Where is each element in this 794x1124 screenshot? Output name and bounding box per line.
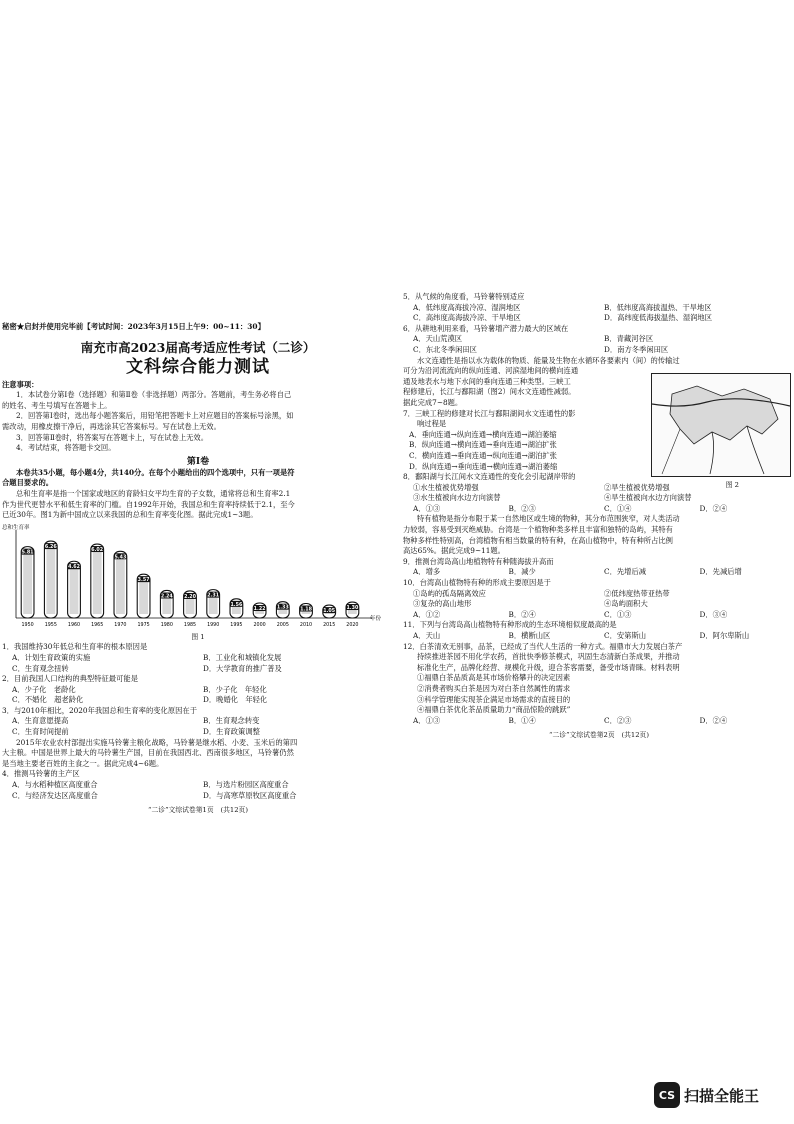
passage-line: 作为世代更替水平和低生育率的门槛。自1992年开始，我国总和生育率持续低于2.1，至今 bbox=[2, 499, 295, 509]
passage-line: 是当地主要老百姓的主食之一。据此完成4~6题。 bbox=[2, 758, 164, 768]
passage-line: 可分为沿河流流向的纵向连通、河滨湿地间的横向连通 bbox=[403, 366, 579, 376]
x-tick-label: 1960 bbox=[67, 622, 81, 628]
question-1: 1．我国维持30年低总和生育率的根本原因是 bbox=[2, 642, 148, 652]
option: D．南方冬季闲田区 bbox=[604, 344, 669, 354]
options-row bbox=[2, 685, 394, 696]
chart-bar-fill bbox=[23, 552, 32, 613]
x-tick-label: 2005 bbox=[276, 622, 289, 628]
statement: ①福鼎白茶品质高是其市场价格攀升的决定因素 bbox=[417, 673, 571, 683]
page-footer: “二诊”文综试卷第2页 (共12页) bbox=[549, 731, 649, 740]
question-11: 11．下列与台湾岛高山植物特有种形成的生态环境相似度最高的是 bbox=[403, 620, 617, 630]
options-row bbox=[2, 727, 394, 738]
value-label: 4.62 bbox=[68, 564, 80, 570]
options-row bbox=[2, 664, 394, 675]
x-tick-label: 1965 bbox=[91, 622, 104, 628]
option: A．①③ bbox=[413, 715, 441, 725]
question-7: 7．三峡工程的修建对长江与鄱阳湖间水文连通性的影 bbox=[403, 408, 576, 418]
value-label: 2.20 bbox=[184, 594, 196, 600]
passage-line: 已近30年。图1为新中国成立以来我国的总和生育率变化图。据此完成1~3题。 bbox=[2, 510, 258, 520]
options-row bbox=[2, 791, 394, 802]
option: A．①② bbox=[413, 609, 441, 619]
option: D．纵向连通→垂向连通→横向连通→湖泊萎缩 bbox=[409, 461, 558, 471]
x-tick-label: 1955 bbox=[44, 622, 57, 628]
option: A．生育意愿提高 bbox=[12, 716, 69, 726]
option: D．阿尔卑斯山 bbox=[699, 631, 750, 640]
option: C．先增后减 bbox=[604, 567, 647, 577]
map-lake-shape bbox=[670, 386, 778, 444]
fertility-bar-chart bbox=[2, 524, 382, 630]
option: C．生育观念扭转 bbox=[12, 663, 69, 673]
options-row bbox=[403, 504, 794, 515]
passage-line: 物种多样性特别高，台湾植物有相当数量的特有种，在高山植物中，特有种所占比例 bbox=[403, 535, 673, 545]
x-tick-label: 1985 bbox=[183, 622, 197, 628]
chart-bar-fill bbox=[139, 580, 148, 614]
exam-page-2 bbox=[403, 292, 794, 850]
options-row bbox=[2, 780, 394, 791]
option: A．垂向连通→纵向连通→横向连通→湖泊萎缩 bbox=[409, 429, 557, 439]
map-river bbox=[662, 429, 680, 474]
option: B．与选片粉园区高度重合 bbox=[203, 780, 289, 790]
option: D．生育政策调整 bbox=[203, 727, 260, 737]
statements-row bbox=[403, 589, 794, 600]
value-label: 1.33 bbox=[276, 605, 289, 611]
option: C．高纬度高海拔冷凉、干旱地区 bbox=[413, 313, 521, 323]
option: C．东北冬季闲田区 bbox=[413, 344, 477, 354]
option: C．不婚化 超老龄化 bbox=[12, 695, 84, 705]
value-label: 6.02 bbox=[91, 547, 104, 553]
map-caption: 图 2 bbox=[725, 481, 739, 489]
map-river bbox=[710, 432, 714, 474]
note-line: 需改动，用橡皮擦干净后，再选涂其它答案标号。写在试卷上无效。 bbox=[2, 421, 221, 431]
statement: ②低纬度热带亚热带 bbox=[604, 588, 670, 598]
note-line: 3．回答第Ⅱ卷时，将答案写在答题卡上，写在试卷上无效。 bbox=[16, 432, 209, 442]
value-label: 1.30 bbox=[346, 605, 359, 611]
option: A．天山 bbox=[413, 631, 441, 640]
option: B．少子化 年轻化 bbox=[203, 684, 267, 694]
passage-line: 通及地表水与地下水间的垂向连通三种类型。三峡工 bbox=[403, 376, 571, 386]
notes-heading: 注意事项： bbox=[2, 379, 39, 389]
statement: ②消费者购买白茶是因为对白茶自然属性的需求 bbox=[417, 683, 571, 693]
statement: ③水生植被向水边方向演替 bbox=[413, 493, 501, 503]
option: B．横断山区 bbox=[508, 631, 551, 640]
statements-row bbox=[403, 493, 794, 504]
options-row bbox=[403, 716, 794, 727]
option: D．先减后增 bbox=[699, 567, 742, 577]
statements-row bbox=[403, 599, 794, 610]
option: D．高纬度低海拔温热、湿润地区 bbox=[604, 313, 713, 323]
option: B．①④ bbox=[508, 715, 536, 725]
x-tick-label: 1975 bbox=[137, 622, 150, 628]
note-line: 1．本试卷分第Ⅰ卷（选择题）和第Ⅱ卷（非选择题）两部分。答题前，考生务必将自己 bbox=[16, 390, 292, 400]
exam-page-1 bbox=[2, 292, 394, 850]
figure-caption: 图 1 bbox=[191, 632, 205, 641]
part-title: 第Ⅰ卷 bbox=[186, 456, 210, 467]
option: A．天山荒漠区 bbox=[413, 334, 463, 344]
statement: ④福鼎白茶优化茶品质量助力“商品惊险的跳跃” bbox=[417, 705, 571, 715]
option: D．③④ bbox=[699, 609, 728, 619]
option: D．与高寒草原牧区高度重合 bbox=[203, 790, 297, 800]
x-tick-label: 2020 bbox=[346, 622, 359, 628]
option: B．低纬度高海拔温热、干旱地区 bbox=[604, 302, 712, 312]
note-line: 4．考试结束，将答题卡交回。 bbox=[16, 443, 116, 453]
statement: ②旱生植被优势增强 bbox=[604, 482, 670, 492]
chart-bar-fill bbox=[116, 557, 125, 614]
y-axis-label: 总和生育率 bbox=[2, 524, 30, 531]
option: B．生育观念转变 bbox=[203, 716, 260, 726]
options-row bbox=[403, 345, 794, 356]
option: C．①③ bbox=[604, 609, 632, 619]
exam-subject-title: 文科综合能力测试 bbox=[126, 356, 270, 377]
value-label: 2.24 bbox=[160, 594, 173, 600]
options-row bbox=[403, 610, 794, 621]
value-label: 3.57 bbox=[137, 577, 150, 583]
options-row bbox=[2, 716, 394, 727]
question-9: 9．推测台湾岛高山地植物特有种随海拔升高而 bbox=[403, 556, 554, 566]
value-label: 5.81 bbox=[21, 550, 34, 556]
cs-logo-icon: CS bbox=[654, 1082, 680, 1108]
option: D．晚婚化 年轻化 bbox=[203, 695, 268, 705]
x-axis-label: 年份 bbox=[370, 615, 382, 622]
option: D．②④ bbox=[699, 503, 728, 513]
chart-bar-fill bbox=[46, 547, 55, 614]
question-3: 3．与2010年相比，2020年我国总和生育率的变化原因在于 bbox=[2, 705, 198, 715]
x-tick-label: 2000 bbox=[253, 622, 266, 628]
statement: ①岛屿的孤岛隔离效应 bbox=[413, 588, 486, 598]
scanner-app-logo bbox=[654, 1082, 759, 1108]
option: C．横向连通→垂向连通→纵向连通→湖泊扩张 bbox=[409, 450, 557, 460]
value-label: 2.31 bbox=[207, 593, 220, 599]
options-row bbox=[403, 303, 794, 314]
x-tick-label: 1980 bbox=[160, 622, 173, 628]
passage-line: 大主粮。中国是世界上最大的马铃薯生产国，目前在我国西北、西南很多地区，马铃薯仍然 bbox=[2, 748, 294, 758]
passage-line: 据此完成7~8题。 bbox=[403, 397, 463, 407]
poyang-lake-map bbox=[651, 373, 791, 477]
page-footer: “二诊”文综试卷第1页 (共12页) bbox=[148, 806, 248, 815]
option: A．增多 bbox=[413, 567, 441, 577]
option: C．②③ bbox=[604, 715, 632, 725]
value-label: 1.18 bbox=[300, 607, 312, 613]
option: C．安第斯山 bbox=[604, 631, 647, 640]
question-12: 标准化生产，品牌化经营、规模化升级，迎合茶客需要，备受市场青睐。材料表明 bbox=[417, 662, 680, 672]
passage-line: 2015年农业农村部提出实施马铃薯主粮化战略，马铃薯是继水稻、小麦、玉米后的第四 bbox=[16, 737, 298, 747]
question-4: 4．推测马铃薯的主产区 bbox=[2, 769, 80, 779]
question-7: 响过程是 bbox=[417, 419, 447, 429]
statement: ④旱生植被向水边方向演替 bbox=[604, 493, 692, 503]
option: D．②④ bbox=[699, 715, 728, 725]
question-8: 8．鄱阳湖与长江间水文连通性的变化会引起湖岸带的 bbox=[403, 472, 576, 482]
value-label: 1.56 bbox=[230, 602, 243, 608]
option: C．与经济发达区高度重合 bbox=[12, 790, 98, 800]
value-label: 1.22 bbox=[253, 606, 266, 612]
x-tick-label: 2015 bbox=[323, 622, 336, 628]
note-line: 2．回答第Ⅰ卷时，选出每小题答案后，用铅笔把答题卡上对应题目的答案标号涂黑，如 bbox=[16, 411, 294, 421]
passage-line: 程修建后，长江与鄱阳湖（图2）间水文连通性减弱。 bbox=[403, 387, 576, 397]
options-row bbox=[403, 334, 794, 345]
statement: ③复杂的高山地形 bbox=[413, 599, 472, 609]
options-row bbox=[403, 313, 794, 324]
options-row bbox=[403, 631, 794, 642]
statement: ③科学管理能实现茶企满足市场需求的直接目的 bbox=[417, 694, 571, 704]
chart-bar-fill bbox=[93, 550, 102, 614]
x-tick-label: 1995 bbox=[230, 622, 243, 628]
confidential-header: 秘密★启封并使用完毕前【考试时间：2023年3月15日上午9：00~11：30】 bbox=[2, 322, 265, 331]
value-label: 5.43 bbox=[114, 555, 127, 561]
map-figure bbox=[652, 374, 790, 476]
question-5: 5．从气候的角度看，马铃薯特别适应 bbox=[403, 292, 525, 301]
options-row bbox=[2, 653, 394, 664]
x-tick-label: 1990 bbox=[207, 622, 220, 628]
x-tick-label: 1950 bbox=[21, 622, 34, 628]
passage-line: 力较弱，容易受到灭绝威胁。台湾是一个植物种类多样且丰富和独特的岛屿，其特有 bbox=[403, 525, 673, 535]
x-tick-label: 2010 bbox=[299, 622, 313, 628]
passage-line: 高达65%。据此完成9~11题。 bbox=[403, 546, 505, 556]
option: A．低纬度高海拔冷凉、湿润地区 bbox=[413, 302, 521, 312]
statement: ④岛屿面积大 bbox=[604, 599, 648, 609]
statement: ①水生植被优势增强 bbox=[413, 482, 479, 492]
x-tick-label: 1970 bbox=[114, 622, 127, 628]
passage-line: 总和生育率是指一个国家或地区的育龄妇女平均生育的子女数，通常将总和生育率2.1 bbox=[16, 488, 291, 498]
value-label: 6.26 bbox=[44, 544, 57, 550]
option: A．计划生育政策的实施 bbox=[12, 652, 91, 662]
options-row bbox=[403, 567, 794, 578]
question-2: 2．目前我国人口结构的典型特征最可能是 bbox=[2, 674, 138, 684]
option: C．①④ bbox=[604, 503, 632, 513]
question-12: 持续推进茶园不用化学农药，首批快季修茶模式，巩固生态清新白茶成果，并推动 bbox=[417, 652, 680, 662]
option: B．纵向连通→横向连通→垂向连通→湖泊扩张 bbox=[409, 440, 557, 450]
option: B．②④ bbox=[508, 609, 536, 619]
logo-text: 扫描全能王 bbox=[684, 1086, 760, 1105]
option: C．生育时间提前 bbox=[12, 727, 69, 737]
question-10: 10．台湾高山植物特有种的形成主要原因是于 bbox=[403, 578, 551, 588]
fertility-chart bbox=[2, 524, 394, 630]
option: A．少子化 老龄化 bbox=[12, 684, 76, 694]
options-row bbox=[2, 695, 394, 706]
option: A．①③ bbox=[413, 503, 441, 513]
instructions: 本卷共35小题，每小题4分，共140分。在每个小题给出的四个选项中，只有一项是符 bbox=[16, 467, 295, 477]
instructions: 合题目要求的。 bbox=[2, 478, 54, 488]
chart-bar-fill bbox=[70, 567, 79, 614]
note-line: 的姓名、考生号填写在答题卡上。 bbox=[2, 400, 112, 410]
option: B．工业化和城镇化发展 bbox=[203, 652, 282, 662]
passage-line: 水文连通性是指以水为载体的物质、能量及生物在水循环各要素内（间）的传输过 bbox=[417, 355, 680, 365]
option: B．青藏河谷区 bbox=[604, 334, 654, 344]
option: B．②③ bbox=[508, 503, 536, 513]
exam-title: 南充市高2023届高考适应性考试（二诊） bbox=[80, 339, 316, 355]
value-label: 1.05 bbox=[323, 608, 336, 614]
passage-line: 特有植物是指分布限于某一自然地区或生境的物种，其分布范围狭窄，对人类活动 bbox=[417, 514, 680, 524]
option: D．大学教育的推广普及 bbox=[203, 663, 282, 673]
option: B．减少 bbox=[508, 567, 536, 577]
option: A．与水稻种植区高度重合 bbox=[12, 780, 98, 790]
question-12: 12．白茶清欢无别事，品茶，已经成了当代人生活的一种方式。福鼎市大力发展白茶产 bbox=[403, 641, 683, 651]
question-6: 6．从耕地利用来看，马铃薯增产潜力最大的区域在 bbox=[403, 323, 569, 333]
